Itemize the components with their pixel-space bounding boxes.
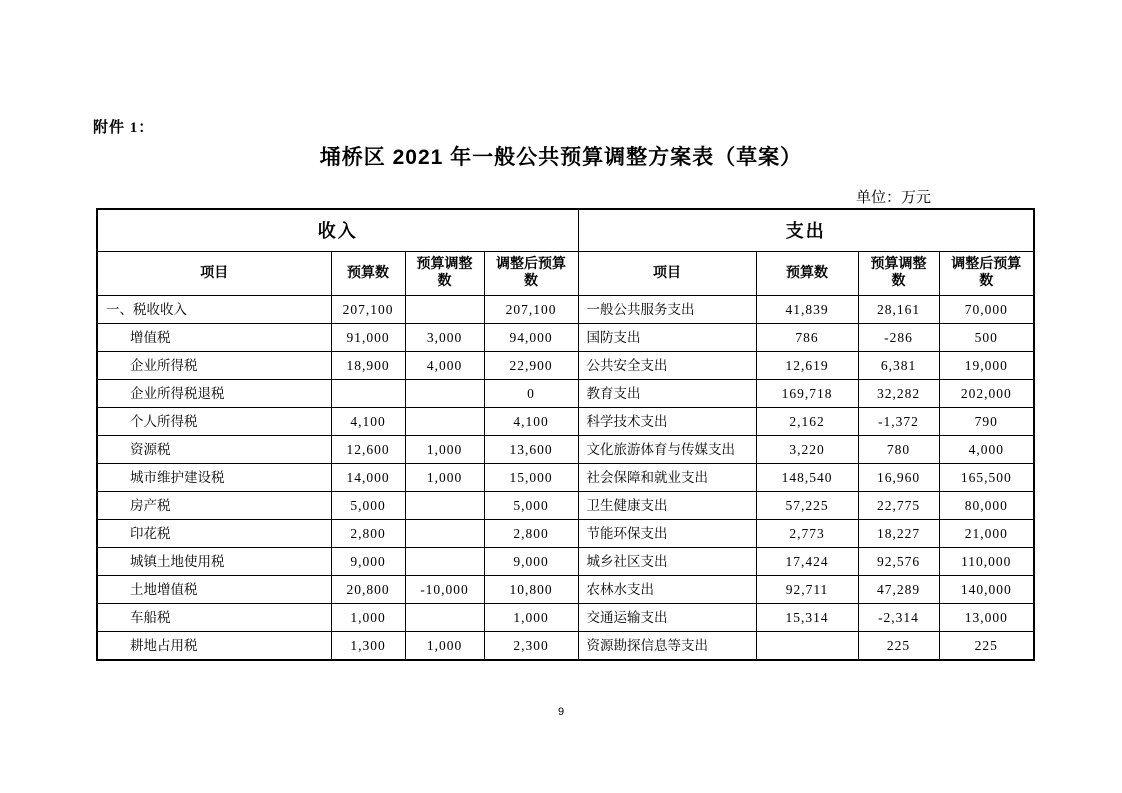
income-item-cell: 企业所得税退税: [97, 379, 331, 407]
expenditure-adjust-cell: 780: [858, 435, 939, 463]
expenditure-item-cell: 一般公共服务支出: [578, 295, 756, 323]
expenditure-item-cell: 卫生健康支出: [578, 491, 756, 519]
expenditure-col-item: 项目: [578, 251, 756, 295]
income-col-item: 项目: [97, 251, 331, 295]
expenditure-budget-cell: 148,540: [756, 463, 858, 491]
expenditure-item-cell: 交通运输支出: [578, 603, 756, 631]
expenditure-adjust-cell: 92,576: [858, 547, 939, 575]
income-col-after: 调整后预算数: [484, 251, 578, 295]
expenditure-item-cell: 农林水支出: [578, 575, 756, 603]
income-budget-cell: 12,600: [331, 435, 405, 463]
expenditure-item-cell: 资源勘探信息等支出: [578, 631, 756, 660]
table-row: [97, 575, 1034, 603]
expenditure-after-cell: 80,000: [939, 491, 1034, 519]
income-item-cell: 企业所得税: [97, 351, 331, 379]
income-after-cell: 2,300: [484, 631, 578, 660]
unit-label: 单位：万元: [856, 190, 932, 206]
expenditure-adjust-cell: 22,775: [858, 491, 939, 519]
income-after-cell: 4,100: [484, 407, 578, 435]
income-after-cell: 94,000: [484, 323, 578, 351]
income-adjust-cell: 4,000: [405, 351, 484, 379]
income-after-cell: 9,000: [484, 547, 578, 575]
page-title: 埇桥区 2021 年一般公共预算调整方案表（草案）: [319, 146, 803, 169]
income-budget-cell: [331, 379, 405, 407]
income-adjust-cell: [405, 295, 484, 323]
income-item-cell: 耕地占用税: [97, 631, 331, 660]
expenditure-col-adjust: 预算调整数: [858, 251, 939, 295]
expenditure-budget-cell: 12,619: [756, 351, 858, 379]
income-adjust-cell: [405, 379, 484, 407]
expenditure-col-budget: 预算数: [756, 251, 858, 295]
income-after-cell: 15,000: [484, 463, 578, 491]
expenditure-after-cell: 140,000: [939, 575, 1034, 603]
income-after-cell: 2,800: [484, 519, 578, 547]
expenditure-budget-cell: 57,225: [756, 491, 858, 519]
income-item-cell: 印花税: [97, 519, 331, 547]
expenditure-adjust-cell: 16,960: [858, 463, 939, 491]
income-after-cell: 13,600: [484, 435, 578, 463]
expenditure-after-cell: 13,000: [939, 603, 1034, 631]
income-adjust-cell: 1,000: [405, 435, 484, 463]
expenditure-after-cell: 21,000: [939, 519, 1034, 547]
expenditure-adjust-cell: 6,381: [858, 351, 939, 379]
expenditure-after-cell: 19,000: [939, 351, 1034, 379]
expenditure-after-cell: 4,000: [939, 435, 1034, 463]
expenditure-item-cell: 节能环保支出: [578, 519, 756, 547]
table-row: [97, 631, 1034, 660]
income-after-cell: 5,000: [484, 491, 578, 519]
income-adjust-cell: [405, 603, 484, 631]
expenditure-budget-cell: 41,839: [756, 295, 858, 323]
income-section-header: 收入: [97, 209, 578, 251]
expenditure-adjust-cell: 28,161: [858, 295, 939, 323]
attachment-label: 附件 1：: [93, 120, 155, 136]
income-item-cell: 土地增值税: [97, 575, 331, 603]
income-after-cell: 22,900: [484, 351, 578, 379]
income-item-cell: 一、税收收入: [97, 295, 331, 323]
table-row: [97, 603, 1034, 631]
income-item-cell: 增值税: [97, 323, 331, 351]
income-adjust-cell: -10,000: [405, 575, 484, 603]
income-col-adjust: 预算调整数: [405, 251, 484, 295]
income-budget-cell: 20,800: [331, 575, 405, 603]
income-budget-cell: 1,000: [331, 603, 405, 631]
income-adjust-cell: 1,000: [405, 631, 484, 660]
expenditure-budget-cell: 15,314: [756, 603, 858, 631]
expenditure-adjust-cell: 18,227: [858, 519, 939, 547]
table-row: [97, 435, 1034, 463]
income-col-budget: 预算数: [331, 251, 405, 295]
expenditure-budget-cell: 3,220: [756, 435, 858, 463]
expenditure-after-cell: 70,000: [939, 295, 1034, 323]
income-after-cell: 0: [484, 379, 578, 407]
table-row: [97, 323, 1034, 351]
income-adjust-cell: [405, 519, 484, 547]
expenditure-after-cell: 110,000: [939, 547, 1034, 575]
expenditure-adjust-cell: -286: [858, 323, 939, 351]
table-row: [97, 351, 1034, 379]
income-item-cell: 资源税: [97, 435, 331, 463]
table-body: [97, 295, 1034, 660]
income-adjust-cell: 1,000: [405, 463, 484, 491]
expenditure-after-cell: 165,500: [939, 463, 1034, 491]
expenditure-after-cell: 500: [939, 323, 1034, 351]
expenditure-section-header: 支出: [578, 209, 1034, 251]
expenditure-after-cell: 790: [939, 407, 1034, 435]
income-after-cell: 1,000: [484, 603, 578, 631]
income-adjust-cell: [405, 491, 484, 519]
expenditure-item-cell: 社会保障和就业支出: [578, 463, 756, 491]
table-row: [97, 491, 1034, 519]
income-budget-cell: 4,100: [331, 407, 405, 435]
expenditure-item-cell: 科学技术支出: [578, 407, 756, 435]
expenditure-item-cell: 教育支出: [578, 379, 756, 407]
expenditure-budget-cell: 92,711: [756, 575, 858, 603]
expenditure-budget-cell: 169,718: [756, 379, 858, 407]
expenditure-adjust-cell: 32,282: [858, 379, 939, 407]
expenditure-adjust-cell: -2,314: [858, 603, 939, 631]
table-row: [97, 407, 1034, 435]
column-header-row: [97, 251, 1034, 295]
table-row: [97, 295, 1034, 323]
expenditure-adjust-cell: 225: [858, 631, 939, 660]
expenditure-item-cell: 公共安全支出: [578, 351, 756, 379]
income-budget-cell: 91,000: [331, 323, 405, 351]
income-budget-cell: 2,800: [331, 519, 405, 547]
income-budget-cell: 207,100: [331, 295, 405, 323]
expenditure-after-cell: 225: [939, 631, 1034, 660]
table-row: [97, 519, 1034, 547]
table-row: [97, 463, 1034, 491]
income-item-cell: 个人所得税: [97, 407, 331, 435]
income-after-cell: 207,100: [484, 295, 578, 323]
income-adjust-cell: [405, 547, 484, 575]
income-item-cell: 车船税: [97, 603, 331, 631]
income-adjust-cell: [405, 407, 484, 435]
budget-table: [96, 208, 1035, 661]
expenditure-budget-cell: 786: [756, 323, 858, 351]
expenditure-budget-cell: 2,773: [756, 519, 858, 547]
income-item-cell: 城镇土地使用税: [97, 547, 331, 575]
table-row: [97, 379, 1034, 407]
expenditure-budget-cell: 2,162: [756, 407, 858, 435]
expenditure-col-after: 调整后预算数: [939, 251, 1034, 295]
expenditure-adjust-cell: -1,372: [858, 407, 939, 435]
expenditure-budget-cell: 17,424: [756, 547, 858, 575]
income-budget-cell: 1,300: [331, 631, 405, 660]
expenditure-budget-cell: [756, 631, 858, 660]
income-adjust-cell: 3,000: [405, 323, 484, 351]
expenditure-after-cell: 202,000: [939, 379, 1034, 407]
income-budget-cell: 9,000: [331, 547, 405, 575]
page-number: 9: [557, 706, 565, 718]
expenditure-item-cell: 城乡社区支出: [578, 547, 756, 575]
table-row: [97, 547, 1034, 575]
income-budget-cell: 18,900: [331, 351, 405, 379]
expenditure-item-cell: 国防支出: [578, 323, 756, 351]
income-after-cell: 10,800: [484, 575, 578, 603]
expenditure-adjust-cell: 47,289: [858, 575, 939, 603]
income-item-cell: 房产税: [97, 491, 331, 519]
income-item-cell: 城市维护建设税: [97, 463, 331, 491]
expenditure-item-cell: 文化旅游体育与传媒支出: [578, 435, 756, 463]
section-header-row: [97, 209, 1034, 251]
income-budget-cell: 5,000: [331, 491, 405, 519]
income-budget-cell: 14,000: [331, 463, 405, 491]
